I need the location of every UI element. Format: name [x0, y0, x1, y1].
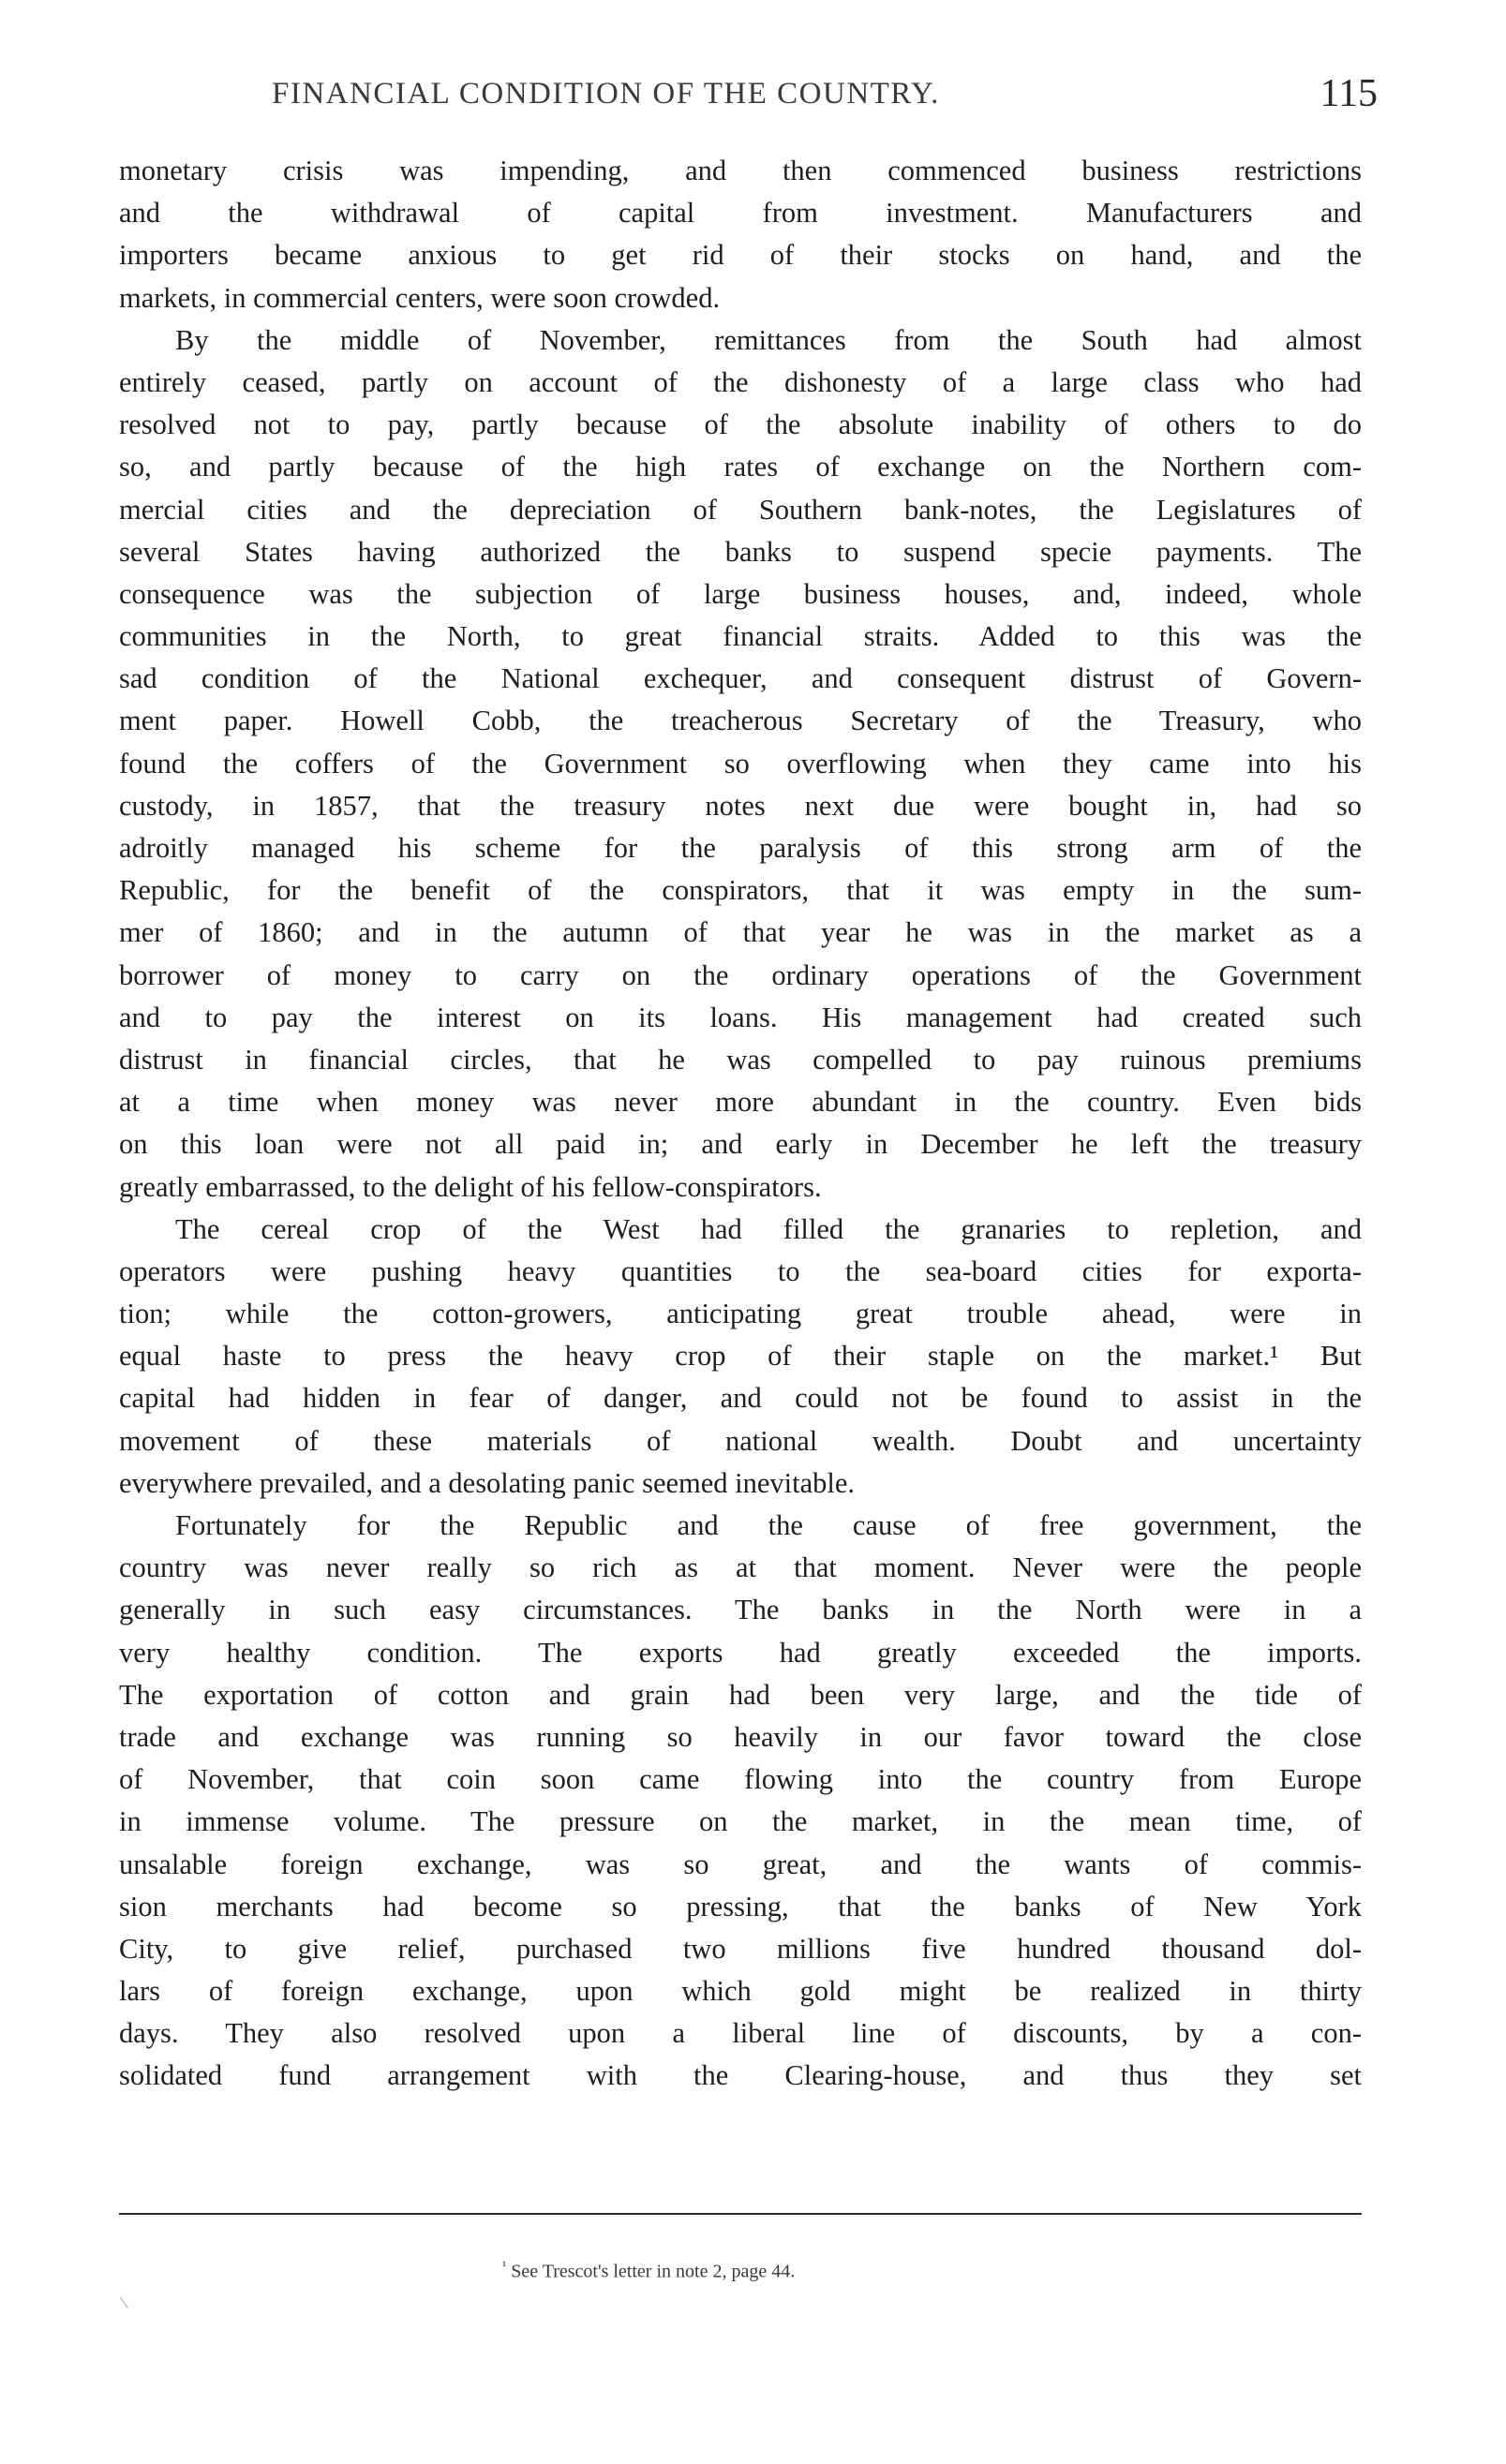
text-line: sad condition of the National exchequer, and consequent distrust of Govern- [119, 662, 1362, 695]
text-line: everywhere prevailed, and a desolating panic seemed inevitable. [119, 1466, 856, 1499]
text-line: sion merchants had become so pressing, that the banks of New York [119, 1890, 1362, 1922]
text-line: very healthy condition. The exports had greatly exceeded the imports. [119, 1636, 1362, 1669]
text-line: equal haste to press the heavy crop of their staple on the market.¹ But [119, 1340, 1362, 1373]
text-line: solidated fund arrangement with the Clearing-house, and thus they set [119, 2059, 1362, 2092]
text-line: City, to give relief, purchased two millions five hundred thousand dol- [119, 1932, 1362, 1965]
text-line: borrower of money to carry on the ordinary operations of the Government [119, 958, 1362, 991]
text-line: on this loan were not all paid in; and early in December he left the treasury [119, 1128, 1362, 1161]
text-line: in immense volume. The pressure on the market, in the mean time, of [119, 1805, 1362, 1838]
text-line: markets, in commercial centers, were soon crowded. [119, 281, 721, 314]
text-line: unsalable foreign exchange, was so great, and the wants of commis- [119, 1848, 1362, 1880]
stray-print-mark [120, 2292, 136, 2308]
text-line: distrust in financial circles, that he was compelled to pay ruinous premiums [119, 1043, 1362, 1076]
text-line: days. They also resolved upon a liberal line of discounts, by a con- [119, 2017, 1362, 2050]
text-line: mercial cities and the depreciation of Southern bank-notes, the Legislatures of [119, 493, 1362, 526]
text-line: operators were pushing heavy quantities to the sea-board cities for exporta- [119, 1254, 1362, 1287]
running-head [112, 72, 1378, 133]
text-line: at a time when money was never more abundant in the country. Even bids [119, 1086, 1362, 1119]
text-line: ment paper. Howell Cobb, the treacherous Secretary of the Treasury, who [119, 705, 1362, 737]
text-line: of November, that coin soon came flowing into the country from Europe [119, 1763, 1362, 1796]
footnote-rule [119, 2213, 1362, 2215]
text-line: monetary crisis was impending, and then commenced business restrictions [119, 155, 1362, 186]
text-line: so, and partly because of the high rates of exchange on the Northern com- [119, 451, 1362, 483]
text-line: consequence was the subjection of large business houses, and, indeed, whole [119, 577, 1362, 610]
text-line: mer of 1860; and in the autumn of that year he was in the market as a [119, 916, 1362, 949]
text-line: greatly embarrassed, to the delight of his fellow-conspirators. [119, 1170, 822, 1203]
text-line: entirely ceased, partly on account of the dishonesty of a large class who had [119, 365, 1362, 398]
footnote-marker: ¹ [502, 2260, 507, 2274]
text-line: Fortunately for the Republic and the cause of free government, the [175, 1509, 1362, 1541]
text-line: custody, in 1857, that the treasury notes next due were bought in, had so [119, 789, 1362, 822]
footnote [502, 2260, 795, 2283]
text-line: resolved not to pay, partly because of the absolute inability of others to do [119, 408, 1362, 441]
text-line: and the withdrawal of capital from investment. Manufacturers and [119, 197, 1362, 230]
text-line: communities in the North, to great financial straits. Added to this was the [119, 620, 1362, 653]
body-text [119, 150, 1362, 2098]
text-line: movement of these materials of national wealth. Doubt and uncertainty [119, 1424, 1362, 1457]
text-line: The cereal crop of the West had filled the granaries to repletion, and [175, 1212, 1362, 1245]
text-line: adroitly managed his scheme for the paralysis of this strong arm of the [119, 832, 1362, 864]
text-line: lars of foreign exchange, upon which gold might be realized in thirty [119, 1975, 1362, 2008]
text-line: and to pay the interest on its loans. His management had created such [119, 1001, 1362, 1033]
text-line: capital had hidden in fear of danger, and could not be found to assist in the [119, 1382, 1362, 1415]
text-line: generally in such easy circumstances. The banks in the North were in a [119, 1594, 1362, 1626]
text-line: trade and exchange was running so heavily in our favor toward the close [119, 1720, 1362, 1753]
text-line: The exportation of cotton and grain had been very large, and the tide of [119, 1678, 1362, 1711]
text-line: By the middle of November, remittances from the South had almost [175, 323, 1362, 356]
page-number: 115 [1320, 72, 1378, 115]
running-title: FINANCIAL CONDITION OF THE COUNTRY. [272, 77, 940, 111]
text-line: tion; while the cotton-growers, anticipating great trouble ahead, were in [119, 1298, 1362, 1330]
footnote-text: See Trescot's letter in note 2, page 44. [511, 2261, 796, 2282]
text-line: country was never really so rich as at that moment. Never were the people [119, 1551, 1362, 1584]
text-line: Republic, for the benefit of the conspirators, that it was empty in the sum- [119, 874, 1362, 907]
text-line: importers became anxious to get rid of their stocks on hand, and the [119, 239, 1362, 272]
text-line: found the coffers of the Government so overflowing when they came into his [119, 747, 1362, 779]
text-line: several States having authorized the banks to suspend specie payments. The [119, 535, 1362, 568]
